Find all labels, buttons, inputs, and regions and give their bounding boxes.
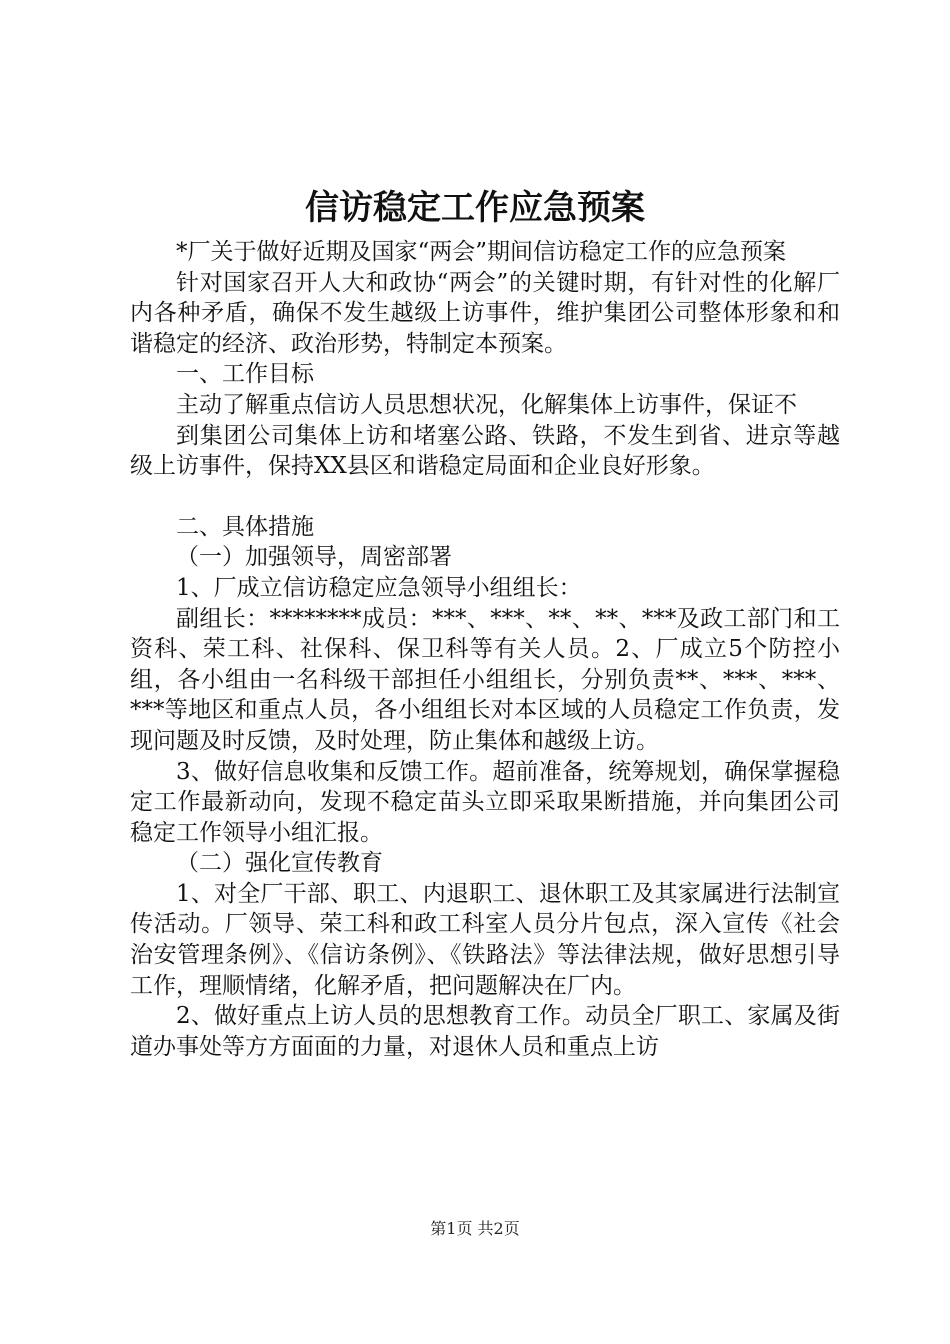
document-body — [130, 237, 840, 1062]
page-number-footer: 第1页 共2页 — [430, 1219, 520, 1238]
paragraph-goals-2: 到集团公司集体上访和堵塞公路、铁路，不发生到省、进京等越级上访事件，保持XX县区和谐稳定局面和企业良好形象。 — [130, 422, 840, 480]
subsection-heading-education: （二）强化宣传教育 — [176, 850, 383, 877]
paragraph-education-1: 1、对全厂干部、职工、内退职工、退休职工及其家属进行法制宣传活动。厂领导、荣工科和政工科室人员分片包点，深入宣传《社会治安管理条例》、《信访条例》、《铁路法》等法律法规，做好思想引导工作，理顺情绪，化解矛盾，把问题解决在厂内。 — [130, 880, 840, 999]
paragraph-heading-line: *厂关于做好近期及国家“两会”期间信访稳定工作的应急预案 — [176, 239, 787, 265]
paragraph-spacer — [130, 482, 840, 512]
section-heading-goals: 一、工作目标 — [176, 361, 314, 388]
paragraph-leadership-2: 副组长：********成员：***、***、**、**、***及政工部门和工资科、荣工科、社保科、保卫科等有关人员。2、厂成立5个防控小组，各小组由一名科级干部担任小组组长，分别负责**、***、***、***等地区和重点人员，各小组组长对本区域的人员稳定工作负责，发现问题及时反馈，及时处理，防止集体和越级上访。 — [130, 605, 840, 754]
paragraph-leadership-3: 3、做好信息收集和反馈工作。超前准备，统筹规划，确保掌握稳定工作最新动向，发现不稳定苗头立即采取果断措施，并向集团公司稳定工作领导小组汇报。 — [130, 758, 840, 846]
paragraph-leadership-1: 1、厂成立信访稳定应急领导小组组长： — [176, 574, 582, 601]
paragraph-goals-1: 主动了解重点信访人员思想状况，化解集体上访事件，保证不 — [176, 391, 797, 418]
paragraph-education-2: 2、做好重点上访人员的思想教育工作。动员全厂职工、家属及街道办事处等方方面面的力量，对退休人员和重点上访 — [130, 1003, 840, 1060]
subsection-heading-leadership: （一）加强领导，周密部署 — [176, 544, 452, 571]
section-heading-measures: 二、具体措施 — [176, 513, 314, 540]
document-title: 信访稳定工作应急预案 — [305, 188, 645, 228]
paragraph-intro: 针对国家召开人大和政协“两会”的关键时期，有针对性的化解厂内各种矛盾，确保不发生越级上访事件，维护集团公司整体形象和和谐稳定的经济、政治形势，特制定本预案。 — [130, 269, 840, 357]
